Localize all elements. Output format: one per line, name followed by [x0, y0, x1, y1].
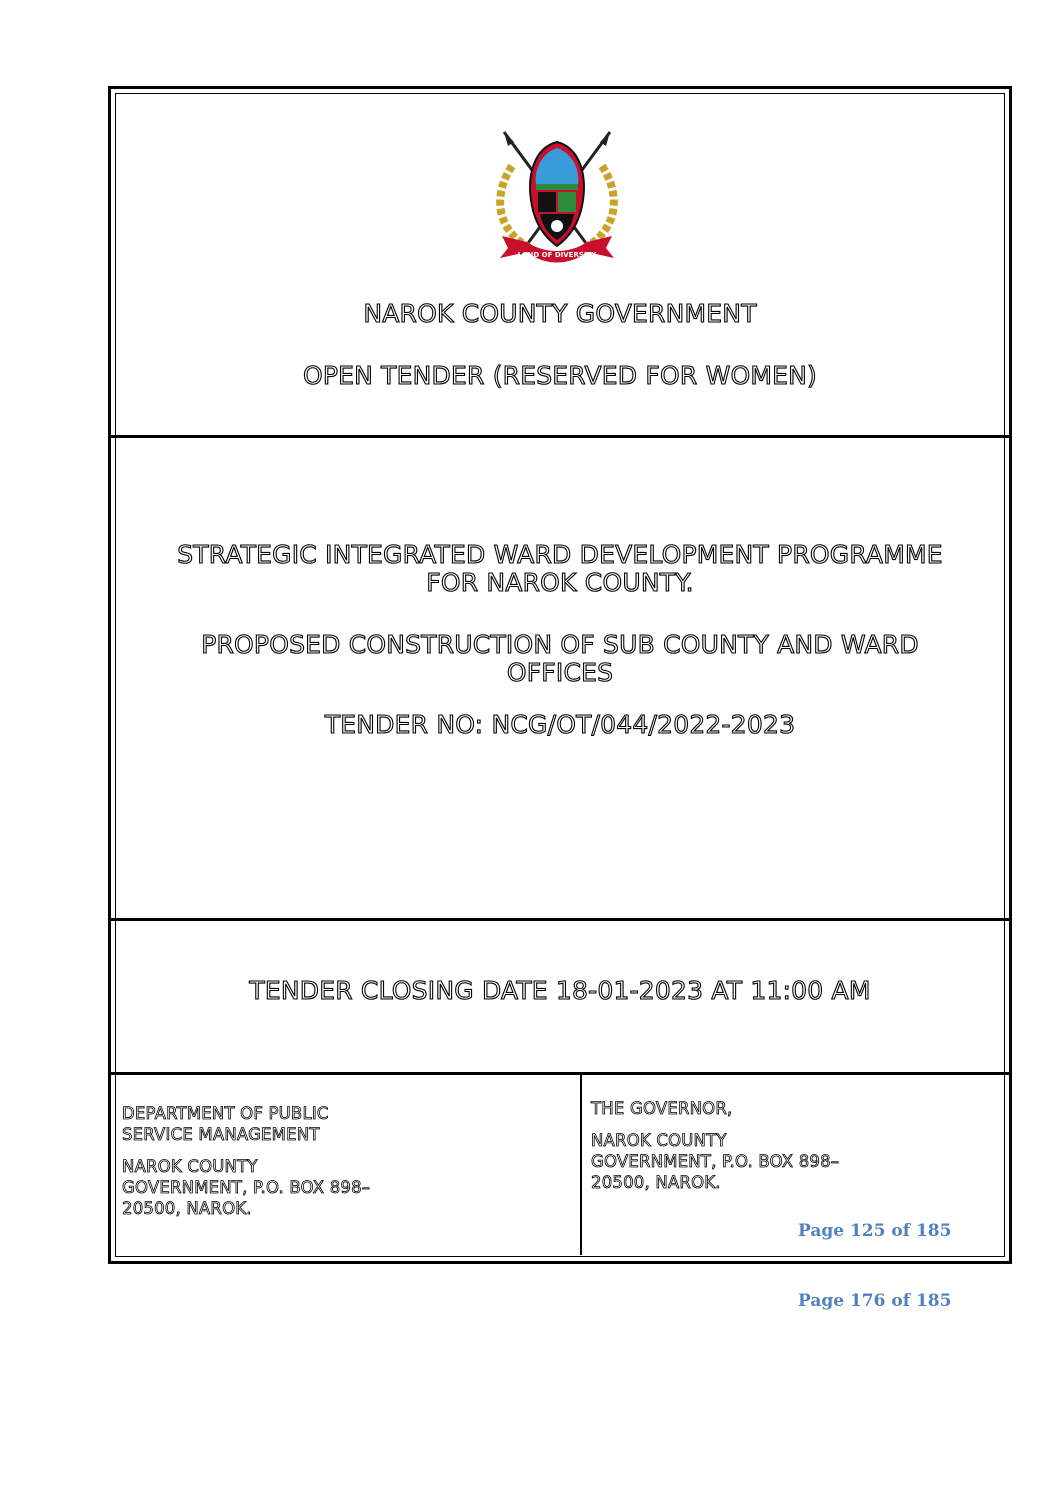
page-number-footer: Page 176 of 185: [798, 1291, 952, 1311]
left-addr-line-1: NAROK COUNTY: [122, 1157, 258, 1176]
left-dept-line-2: SERVICE MANAGEMENT: [122, 1125, 320, 1144]
left-addr-line-2: GOVERNMENT, P.O. BOX 898–: [122, 1178, 371, 1197]
left-dept-line-1: DEPARTMENT OF PUBLIC: [122, 1104, 329, 1123]
tender-type: OPEN TENDER (RESERVED FOR WOMEN): [302, 361, 817, 390]
programme-line-2: FOR NAROK COUNTY.: [426, 568, 694, 597]
divider-address-columns: [580, 1075, 582, 1255]
divider-header: [111, 435, 1009, 438]
county-crest-logo: [482, 126, 632, 271]
tender-number: TENDER NO: NCG/OT/044/2022-2023: [324, 710, 796, 739]
right-addr-line-1: NAROK COUNTY: [591, 1131, 727, 1150]
divider-body: [111, 918, 1009, 921]
right-addr-line-3: 20500, NAROK.: [591, 1173, 721, 1192]
right-addr-line-2: GOVERNMENT, P.O. BOX 898–: [591, 1152, 840, 1171]
right-title: THE GOVERNOR,: [591, 1099, 733, 1118]
org-title: NAROK COUNTY GOVERNMENT: [363, 299, 757, 328]
svg-text:LAND OF DIVERSITY: LAND OF DIVERSITY: [517, 251, 597, 259]
project-line-1: PROPOSED CONSTRUCTION OF SUB COUNTY AND WARD: [201, 630, 919, 659]
left-addr-line-3: 20500, NAROK.: [122, 1199, 252, 1218]
closing-date: TENDER CLOSING DATE 18-01-2023 AT 11:00 AM: [249, 976, 871, 1005]
programme-line-1: STRATEGIC INTEGRATED WARD DEVELOPMENT PROGRAMME: [177, 540, 943, 569]
divider-closing: [111, 1072, 1009, 1075]
page-number-inner: Page 125 of 185: [798, 1221, 952, 1241]
project-line-2: OFFICES: [506, 658, 614, 687]
